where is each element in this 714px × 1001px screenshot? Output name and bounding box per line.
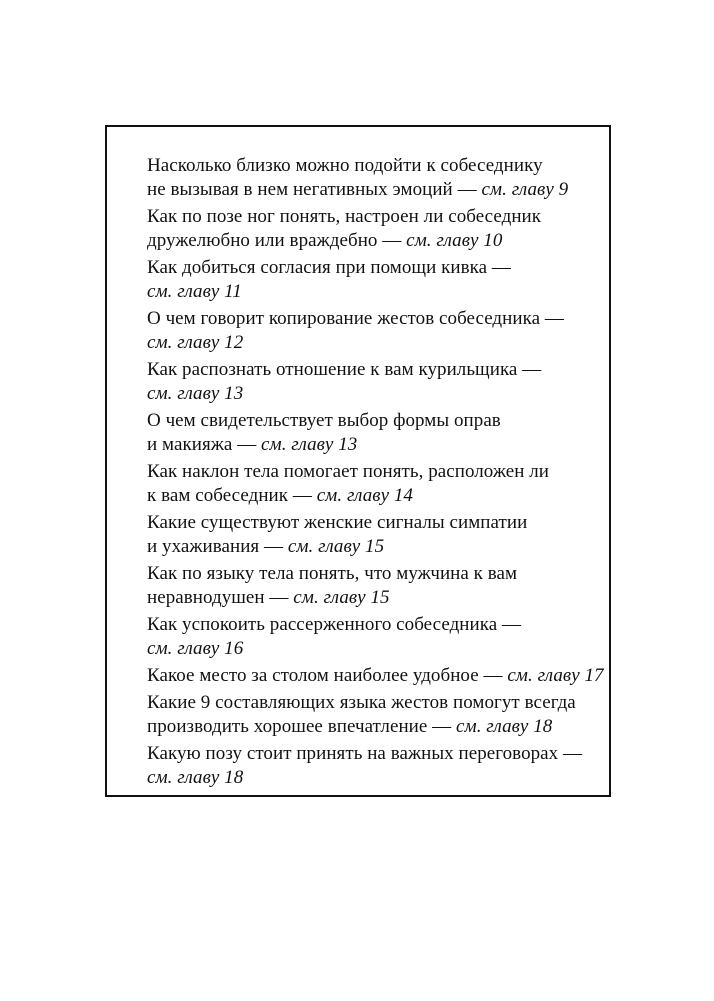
chapter-reference: см. главу 11 — [147, 281, 242, 302]
topic-entry-6 — [147, 409, 599, 457]
chapter-reference: см. главу 13 — [261, 434, 358, 455]
chapter-reference: см. главу 16 — [147, 638, 244, 659]
chapter-reference: см. главу 18 — [456, 716, 553, 737]
topic-line — [147, 331, 599, 355]
topic-entry-5 — [147, 358, 599, 406]
chapter-reference: см. главу 13 — [147, 383, 244, 404]
topic-line: Как наклон тела помогает понять, расположен ли — [147, 461, 550, 482]
chapter-reference: см. главу 14 — [316, 485, 413, 506]
chapter-reference: см. главу 15 — [293, 587, 390, 608]
topic-line: не вызывая в нем негативных эмоций — см. главу 9 — [147, 179, 569, 200]
chapter-reference: см. главу 17 — [507, 665, 604, 686]
topic-line: Какие существуют женские сигналы симпатии — [147, 512, 528, 533]
topic-line: производить хорошее впечатление — см. главу 18 — [147, 716, 553, 737]
topic-entry-2 — [147, 205, 599, 253]
contents-box — [105, 125, 611, 797]
topic-line — [147, 382, 599, 406]
topic-line — [147, 280, 599, 304]
topic-entry-1 — [147, 154, 599, 202]
chapter-reference: см. главу 9 — [481, 179, 569, 200]
topic-line: и ухаживания — см. главу 15 — [147, 536, 385, 557]
topic-entry-12 — [147, 691, 599, 739]
topic-entry-9 — [147, 562, 599, 610]
topic-line: Насколько близко можно подойти к собеседнику — [147, 155, 543, 176]
topic-line — [147, 766, 599, 790]
chapter-reference: см. главу 18 — [147, 767, 244, 788]
topic-entry-8 — [147, 511, 599, 559]
topic-line: Как успокоить рассерженного собеседника — — [147, 614, 522, 635]
topic-line: Как распознать отношение к вам курильщика — — [147, 359, 542, 380]
topic-line: О чем говорит копирование жестов собеседника — — [147, 308, 564, 329]
chapter-reference: см. главу 12 — [147, 332, 244, 353]
topic-line: Какую позу стоит принять на важных переговорах — — [147, 743, 583, 764]
topic-line: Как по позе ног понять, настроен ли собеседник — [147, 206, 542, 227]
topic-entry-11 — [147, 664, 604, 688]
chapter-reference: см. главу 15 — [287, 536, 385, 557]
topic-line: Какое место за столом наиболее удобное — см. главу 17 — [147, 665, 604, 686]
topic-line: Как по языку тела понять, что мужчина к вам — [147, 563, 518, 584]
topic-line: Как добиться согласия при помощи кивка — — [147, 257, 511, 278]
chapter-reference: см. главу 10 — [406, 230, 503, 251]
topic-line: к вам собеседник — см. главу 14 — [147, 485, 413, 506]
topic-line: неравнодушен — см. главу 15 — [147, 587, 390, 608]
topic-line: и макияжа — см. главу 13 — [147, 434, 358, 455]
topic-entry-13 — [147, 742, 599, 790]
topic-entry-3 — [147, 256, 599, 304]
topic-line: О чем свидетельствует выбор формы оправ — [147, 410, 501, 431]
topic-entry-4 — [147, 307, 599, 355]
topic-line — [147, 637, 599, 661]
topic-line: Какие 9 составляющих языка жестов помогут всегда — [147, 692, 576, 713]
topic-entry-7 — [147, 460, 599, 508]
topic-list — [147, 154, 604, 793]
topic-entry-10 — [147, 613, 599, 661]
topic-line: дружелюбно или враждебно — см. главу 10 — [147, 230, 503, 251]
